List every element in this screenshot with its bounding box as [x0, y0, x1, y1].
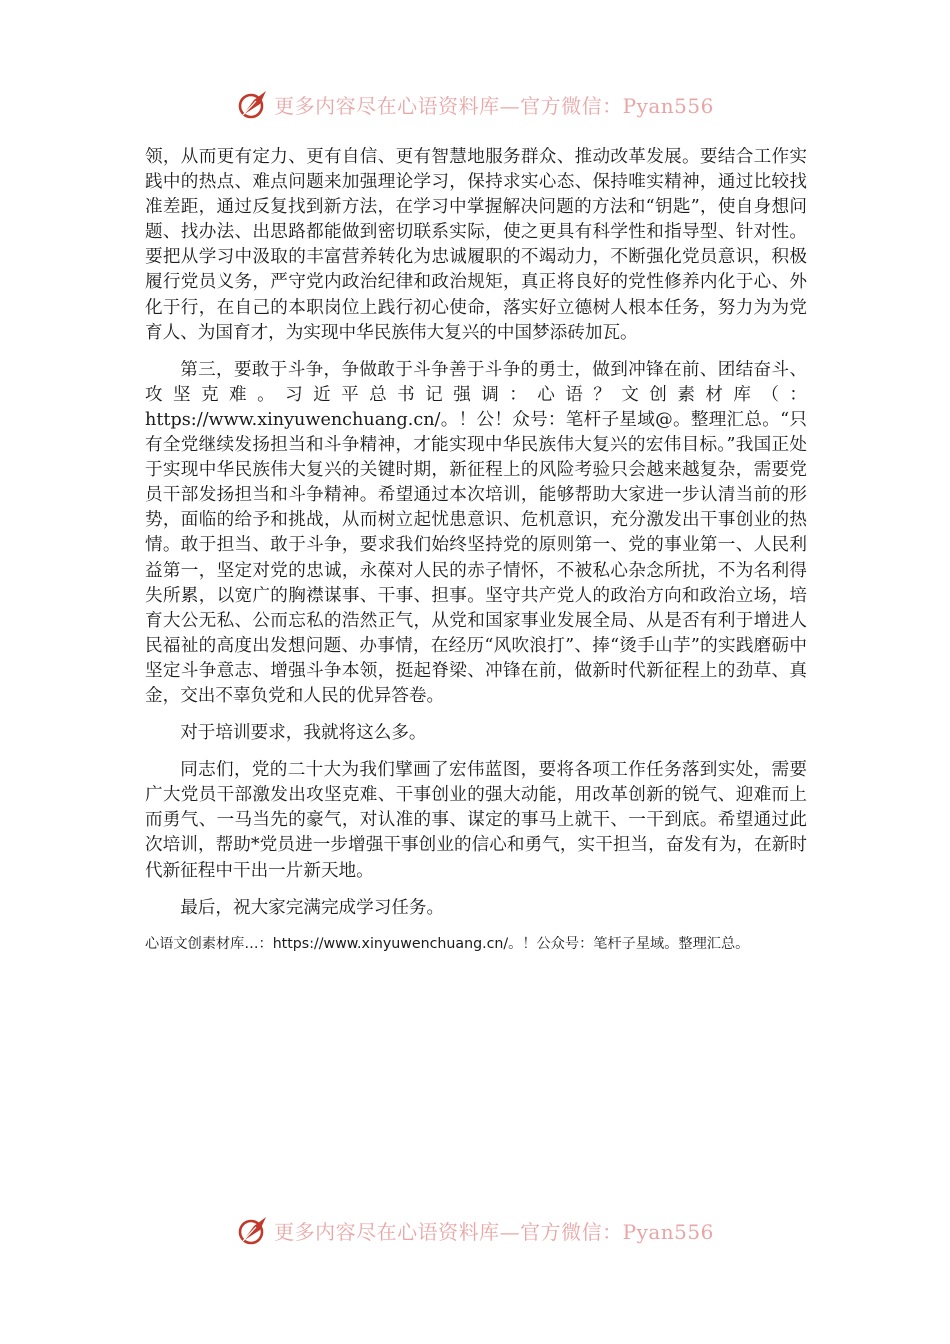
source-footer-line: 心语文创素材库…：https://www.xinyuwenchuang.cn/。！公众号：笔杆子星域。整理汇总。: [145, 935, 750, 952]
paragraph-4: 同志们，党的二十大为我们擘画了宏伟蓝图，要将各项工作任务落到实处，需要广大党员干部激发出攻坚克难、干事创业的强大动能，用改革创新的锐气、迎难而上而勇气、一马当先的豪气，对认准的事、谋定的事马上就干、一干到底。希望通过此次培训，帮助*党员进一步增强干事创业的信心和勇气，实干担当，奋发有为，在新时代新征程中干出一片新天地。: [145, 760, 807, 881]
header-banner: [0, 84, 950, 124]
paragraph-1: 领，从而更有定力、更有自信、更有智慧地服务群众、推动改革发展。要结合工作实践中的热点、难点问题来加强理论学习，保持求实心态、保持唯实精神，通过比较找准差距，通过反复找到新方法，在学习中掌握解决问题的方法和“钥匙”，使自身想问题、找办法、出思路都能做到密切联系实际，使之更具有科学性和指导型、针对性。要把从学习中汲取的丰富营养转化为忠诚履职的不竭动力，不断强化党员意识，积极履行党员义务，严守党内政治纪律和政治规矩，真正将良好的党性修养内化于心、外化于行，在自己的本职岗位上践行初心使命，落实好立德树人根本任务，努力为为党育人、为国育才，为实现中华民族伟大复兴的中国梦添砖加瓦。: [145, 147, 807, 343]
footer-banner: [0, 1210, 950, 1250]
paragraph-5: 最后，祝大家完满完成学习任务。: [180, 897, 445, 918]
footer-banner-text: 更多内容尽在心语资料库—官方微信：Pyan556: [274, 1219, 714, 1244]
header-banner-text: 更多内容尽在心语资料库—官方微信：Pyan556: [274, 93, 714, 118]
document-body: [145, 145, 807, 955]
quill-logo-icon: [236, 1213, 270, 1247]
quill-logo-icon: [236, 87, 270, 121]
paragraph-3: 对于培训要求，我就将这么多。: [180, 723, 427, 744]
paragraph-2: 第三，要敢于斗争，争做敢于斗争善于斗争的勇士，做到冲锋在前、团结奋斗、攻坚克难。习近平总书记强调：心语？文创素材库（：https://www.xinyuwenchuang.cn/。！公！众号：笔杆子星域@。整理汇总。“只有全党继续发扬担当和斗争精神，才能实现中华民族伟大复兴的宏伟目标。”我国正处于实现中华民族伟大复兴的关键时期，新征程上的风险考验只会越来越复杂，需要党员干部发扬担当和斗争精神。希望通过本次培训，能够帮助大家进一步认清当前的形势，面临的给予和挑战，从而树立起忧患意识、危机意识，充分激发出干事创业的热情。敢于担当、敢于斗争，要求我们始终坚持党的原则第一、党的事业第一、人民利益第一，坚定对党的忠诚，永葆对人民的赤子情怀，不被私心杂念所扰，不为名利得失所累，以宽广的胸襟谋事、干事、担事。坚守共产党人的政治方向和政治立场，培育大公无私、公而忘私的浩然正气，从党和国家事业发展全局、从是否有利于增进人民福祉的高度出发想问题、办事情，在经历“风吹浪打”、捧“烫手山芋”的实践磨砺中坚定斗争意志、增强斗争本领，挺起脊梁、冲锋在前，做新时代新征程上的劲草、真金，交出不辜负党和人民的优异答卷。: [145, 359, 807, 706]
